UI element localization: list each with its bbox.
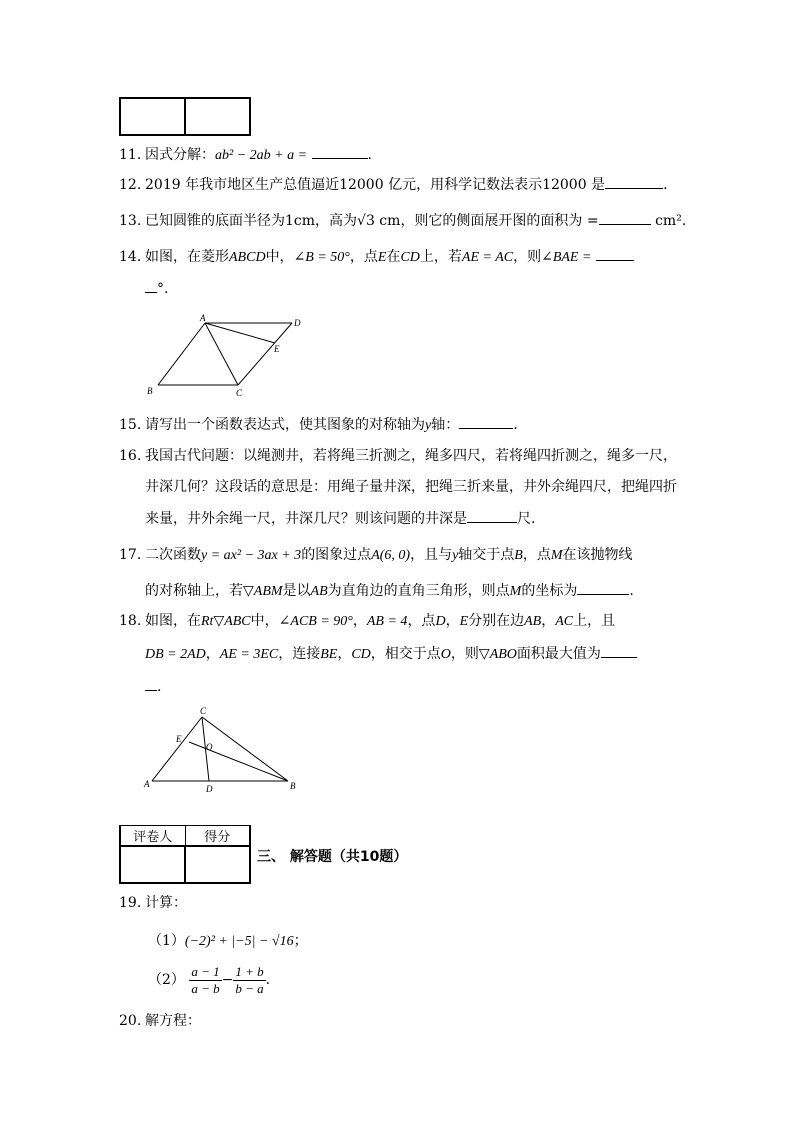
math-symbol: CD (351, 647, 371, 662)
question-19-part2 (148, 962, 270, 998)
section-title: 三、 解答题（共10题） (257, 849, 408, 865)
label-e: E (176, 734, 182, 744)
label-c: C (200, 706, 207, 716)
math-value: √3 cm (357, 213, 401, 229)
math-symbol: AB (524, 614, 542, 629)
label-b: B (147, 386, 153, 396)
question-text: 轴交于点 (458, 547, 515, 563)
question-16 (119, 446, 677, 466)
part-label: （1） (148, 933, 185, 949)
math-symbol: B (514, 548, 523, 563)
question-text: ，则 (450, 646, 479, 662)
fraction-2 (233, 964, 265, 997)
math-symbol: ABCD (229, 250, 266, 265)
answer-blank (312, 144, 368, 159)
question-text: ， (337, 646, 352, 662)
math-symbol: BE (320, 647, 338, 662)
question-text: ， (205, 646, 220, 662)
math-symbol: E (377, 250, 387, 265)
question-text: 面积最大值为 (516, 646, 601, 662)
score-cell (120, 846, 185, 883)
question-text: 二次函数 (145, 547, 201, 563)
question-13 (119, 210, 686, 231)
question-17-line2 (145, 580, 634, 602)
math-expression: ∠BAE = (541, 250, 592, 265)
math-expression: AE = AC (461, 250, 514, 265)
question-text: ， (352, 613, 367, 629)
figure-right-triangle (140, 702, 310, 797)
question-16-line2 (145, 477, 677, 497)
question-11 (119, 144, 372, 166)
punct: . (629, 583, 634, 599)
label-c: C (236, 388, 243, 398)
math-symbol: y (452, 548, 459, 563)
question-text: ，相交于点 (370, 646, 441, 662)
math-expression: AB = 4 (366, 614, 408, 629)
question-number: 18. (119, 613, 142, 629)
question-number: 17. (119, 547, 142, 563)
score-table-section3 (119, 825, 251, 884)
question-18-line3 (145, 676, 161, 697)
answer-blank (145, 676, 157, 691)
answer-blank (596, 246, 634, 261)
fraction-1 (189, 964, 221, 997)
math-expression: ab² − 2ab + a = (215, 148, 308, 163)
question-text: 在 (386, 249, 401, 265)
question-12 (119, 174, 668, 195)
question-text: 我国古代问题：以绳测井，若将绳三折测之，绳多四尺，若将绳四折测之，绳多一尺， (145, 448, 677, 464)
question-text: 来量，井外余绳一尺，井深几尺？则该问题的井深是 (145, 511, 467, 527)
math-symbol: D (435, 614, 446, 629)
math-symbol: ▽ABM (243, 584, 283, 599)
punct: °. (157, 281, 169, 297)
question-19 (119, 893, 187, 913)
question-text: 尺. (517, 511, 536, 527)
question-text: 中， (250, 613, 279, 629)
denominator: a − b (191, 980, 220, 996)
question-text: 的对称轴上，若 (145, 583, 243, 599)
question-text: 如图，在 (145, 613, 201, 629)
question-text: ，高为 (315, 213, 358, 229)
score-header-grader: 评卷人 (120, 826, 185, 847)
score-cell (185, 846, 250, 883)
question-text: 的坐标为 (521, 583, 578, 599)
question-text: 2019 年我市地区生产总值逼近12000 亿元，用科学记数法表示12000 是 (145, 177, 606, 193)
question-text: 已知圆锥的底面半径为 (145, 213, 285, 229)
punct: . (681, 213, 687, 229)
question-number: 19. (119, 895, 142, 911)
question-text: 请写出一个函数表达式，使其图象的对称轴为 (145, 417, 425, 433)
question-18 (119, 611, 615, 632)
question-text: ， (445, 613, 460, 629)
question-text: ，点 (407, 613, 436, 629)
punct: . (367, 147, 372, 163)
question-text: 上，若 (419, 249, 462, 265)
label-d: D (206, 784, 213, 794)
question-number: 16. (119, 448, 142, 464)
math-expression: A(6, 0) (371, 548, 411, 563)
label-b: B (290, 781, 296, 791)
question-text: ，且与 (410, 547, 453, 563)
question-number: 13. (119, 213, 142, 229)
question-number: 12. (119, 177, 142, 193)
question-19-part1 (148, 931, 308, 952)
numerator: 1 + b (235, 963, 264, 979)
answer-blank (601, 643, 637, 658)
question-text: 的图象过点 (301, 547, 372, 563)
math-expression: ∠ACB = 90° (278, 614, 353, 629)
answer-blank (459, 414, 513, 429)
unit: cm² (655, 213, 682, 229)
score-table-top (119, 97, 251, 136)
question-text: 计算： (145, 895, 187, 911)
answer-blank (605, 174, 663, 189)
question-17 (119, 545, 633, 566)
math-symbol: AC (555, 614, 574, 629)
question-20 (119, 1011, 201, 1031)
part-label: （2） (148, 972, 185, 988)
question-number: 14. (119, 249, 142, 265)
question-number: 11. (119, 147, 142, 163)
question-16-line3 (145, 508, 535, 529)
label-o: O (206, 742, 213, 752)
question-text: 在该抛物线 (562, 547, 633, 563)
question-text: 是以 (282, 583, 311, 599)
math-expression: (−2)² + |−5| − √16 (184, 934, 294, 949)
math-value: 1cm (285, 213, 316, 229)
score-header-score: 得分 (185, 826, 250, 847)
question-text: ， (541, 613, 556, 629)
label-a: A (200, 313, 206, 323)
question-text: ，则它的侧面展开图的面积为 = (400, 213, 599, 229)
math-symbol: Rt▽ABC (201, 614, 251, 629)
question-text: 为直角边的直角三角形，则点 (327, 583, 510, 599)
figure-rhombus (140, 310, 310, 402)
question-text: 井深几何？这段话的意思是：用绳子量井深，把绳三折来量，井外余绳四尺，把绳四折 (145, 479, 677, 495)
math-symbol: CD (400, 250, 420, 265)
denominator: b − a (235, 980, 264, 996)
punct: . (265, 972, 271, 988)
question-15 (119, 414, 518, 436)
operator: − (221, 972, 234, 988)
question-number: 15. (119, 417, 142, 433)
math-symbol: O (440, 647, 451, 662)
question-text: ，点 (522, 547, 551, 563)
question-text: 中， (265, 249, 294, 265)
math-symbol: AB (310, 584, 328, 599)
math-symbol: M (509, 584, 522, 599)
punct: . (513, 417, 518, 433)
question-text: 分别在边 (468, 613, 525, 629)
question-14 (119, 246, 634, 268)
question-text: 上，且 (573, 613, 616, 629)
answer-blank (599, 210, 651, 225)
question-18-line2 (145, 643, 637, 665)
math-symbol: y (425, 418, 432, 433)
numerator: a − 1 (191, 963, 220, 979)
score-cell (120, 98, 185, 135)
punct: ； (293, 933, 308, 949)
math-symbol: ▽ABO (478, 647, 517, 662)
label-e: E (274, 344, 280, 354)
question-text: ，连接 (278, 646, 321, 662)
punct: . (157, 679, 162, 695)
question-text: 因式分解： (145, 147, 215, 163)
question-14-cont (145, 278, 168, 299)
question-text: ，则 (513, 249, 542, 265)
question-text: ，点 (349, 249, 378, 265)
answer-blank (577, 580, 629, 595)
math-expression: DB = 2AD (145, 647, 206, 662)
math-expression: ∠B = 50° (293, 250, 350, 265)
answer-blank (145, 278, 157, 293)
score-cell (185, 98, 250, 135)
label-a: A (144, 779, 150, 789)
question-text: 如图，在菱形 (145, 249, 229, 265)
question-text: 解方程： (145, 1013, 201, 1029)
punct: . (663, 177, 668, 193)
math-expression: AE = 3EC (219, 647, 279, 662)
math-symbol: M (550, 548, 563, 563)
label-d: D (294, 318, 301, 328)
answer-blank (467, 508, 517, 523)
question-number: 20. (119, 1013, 142, 1029)
math-expression: y = ax² − 3ax + 3 (201, 548, 302, 563)
question-text: 轴： (431, 417, 460, 433)
math-symbol: E (459, 614, 469, 629)
